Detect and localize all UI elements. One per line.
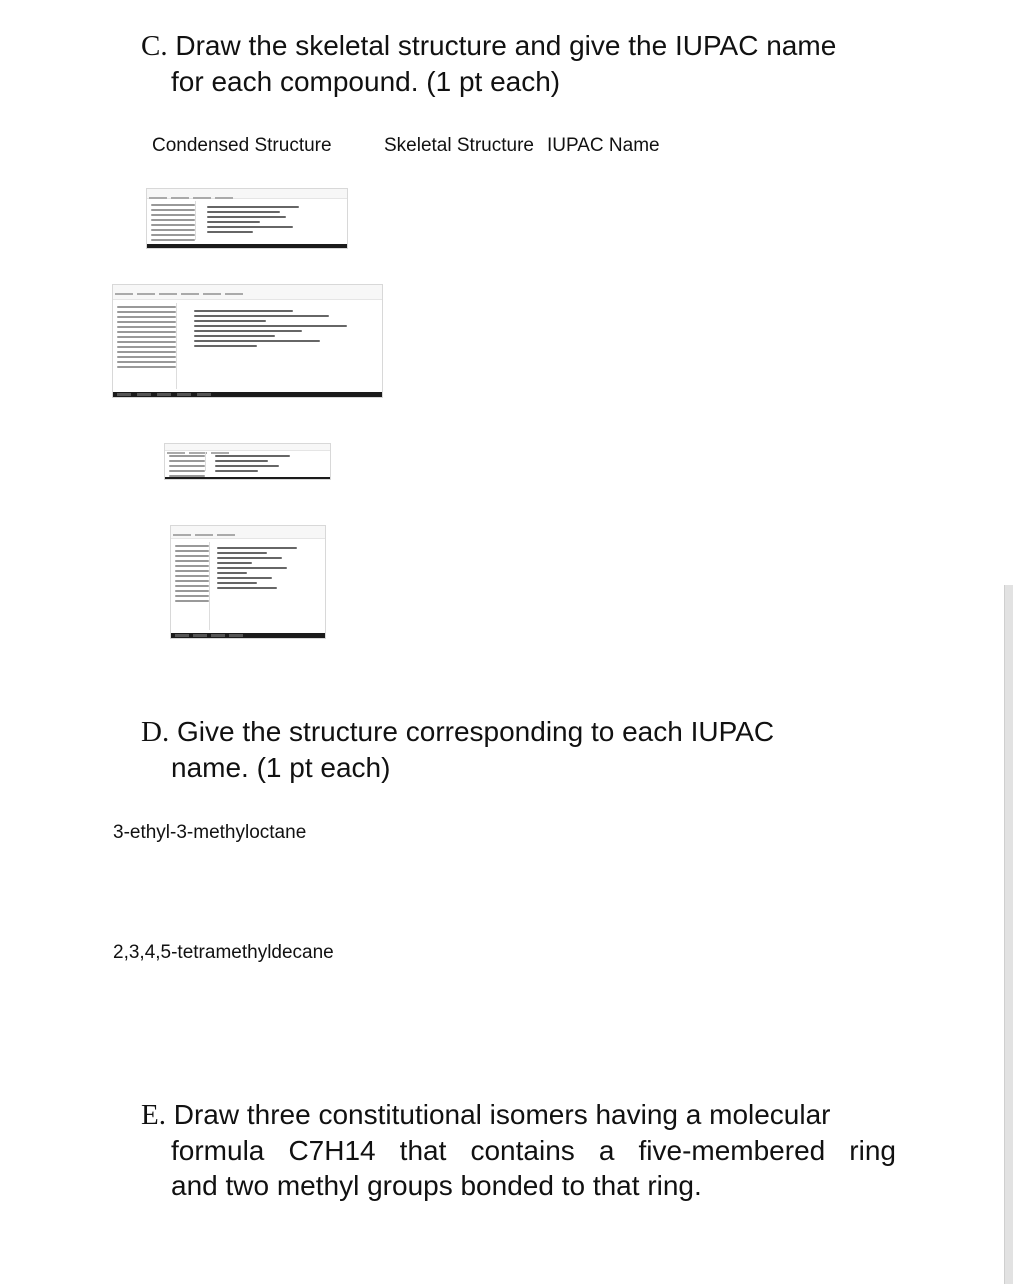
section-d-heading <box>141 714 901 785</box>
section-e-line-3: and two methyl groups bonded to that ring. <box>171 1170 702 1201</box>
section-d-letter: D. <box>141 716 170 748</box>
section-c-letter: C. <box>141 30 168 62</box>
section-c-heading <box>141 28 901 99</box>
section-c-line-1 <box>141 28 901 64</box>
vertical-scrollbar[interactable] <box>1004 585 1013 1284</box>
iupac-name-1: 3-ethyl-3-methyloctane <box>113 822 307 843</box>
condensed-structure-screenshot-1 <box>146 188 348 249</box>
section-c-line-1-text: Draw the skeletal structure and give the IUPAC name <box>175 30 837 61</box>
condensed-structure-screenshot-4 <box>170 525 326 639</box>
section-d-line-1-text: Give the structure corresponding to each IUPAC <box>176 716 775 747</box>
column-condensed-structure: Condensed Structure <box>152 135 332 156</box>
section-e-line-1-text: Draw three constitutional isomers having a molecular <box>173 1099 831 1130</box>
section-c-line-2: for each compound. (1 pt each) <box>171 66 561 97</box>
section-e-letter: E. <box>141 1099 166 1131</box>
section-d-line-2: name. (1 pt each) <box>171 752 391 783</box>
column-skeletal-structure: Skeletal Structure <box>384 135 534 156</box>
condensed-structure-screenshot-3 <box>164 443 331 480</box>
section-e-line-2: formula C7H14 that contains a five-membered ring <box>171 1135 896 1166</box>
section-e-line-1 <box>141 1097 896 1133</box>
condensed-structure-screenshot-2 <box>112 284 383 398</box>
iupac-name-2: 2,3,4,5-tetramethyldecane <box>113 942 334 963</box>
section-d-line-1 <box>141 714 901 750</box>
column-iupac-name: IUPAC Name <box>547 135 660 156</box>
section-e-heading <box>141 1097 896 1203</box>
